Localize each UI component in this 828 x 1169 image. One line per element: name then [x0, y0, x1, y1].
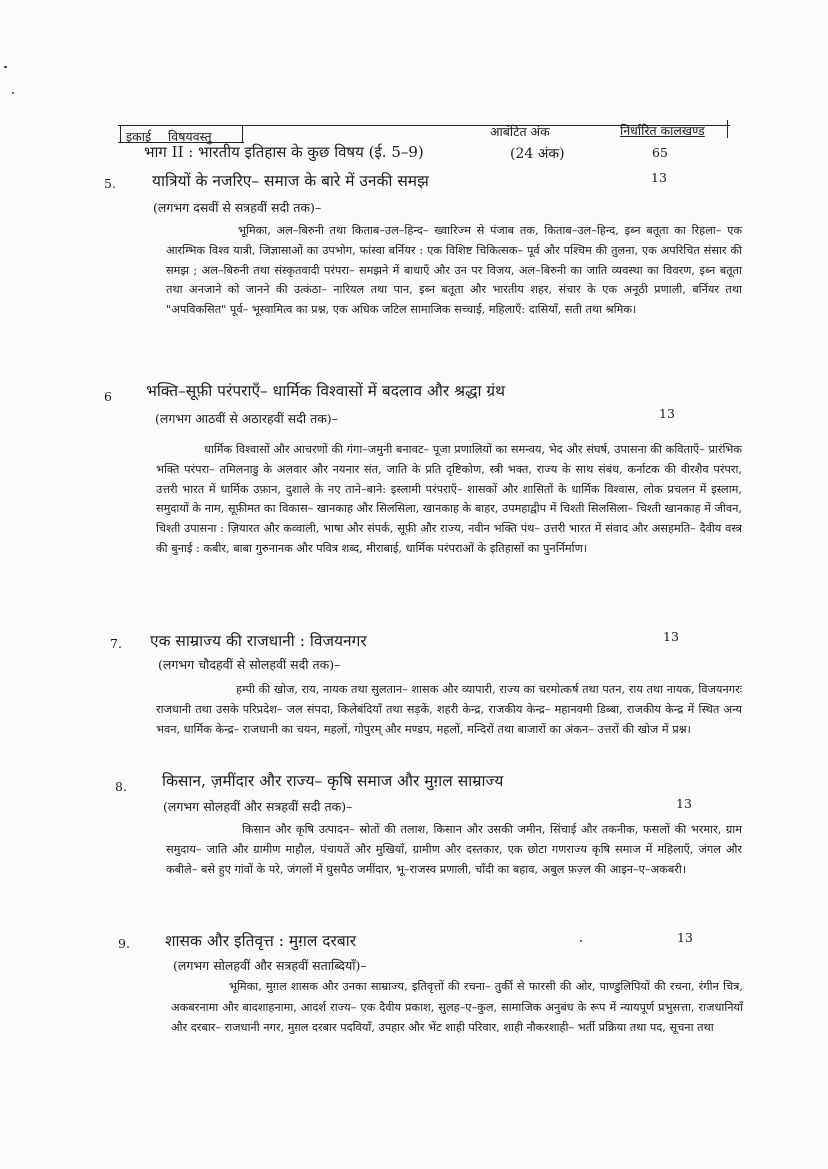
section-marks: 13	[651, 170, 667, 185]
part-marks: (24 अंक)	[510, 146, 565, 162]
section-heading: यात्रियों के नजरिए– समाज के बारे में उनकी समझ	[152, 172, 429, 190]
section-number: 6	[104, 389, 112, 404]
header-right-bar	[727, 120, 728, 138]
section-subheading: (लगभग दसवीं से सत्रहवीं सदी तक)–	[153, 200, 322, 215]
header-col-marks: आबंटित अंक	[490, 124, 550, 139]
section-number: 9.	[118, 936, 130, 951]
section-number: 7.	[110, 636, 122, 651]
scan-speck	[12, 92, 14, 94]
section-heading: भक्ति–सूफ़ी परंपराएँ– धार्मिक विश्वासों में बदलाव और श्रद्धा ग्रंथ	[146, 382, 506, 400]
section-subheading: (लगभग आठवीं से अठारहवीं सदी तक)–	[155, 411, 338, 426]
scan-speck	[4, 66, 7, 68]
section-marks: 13	[663, 629, 679, 644]
header-left-bar	[120, 126, 121, 142]
header-col-content: विषयवस्तु	[168, 129, 212, 144]
scan-speck	[580, 940, 582, 942]
section-heading: शासक और इतिवृत्त : मुग़ल दरबार	[165, 932, 357, 950]
section-heading: किसान, ज़मींदार और राज्य– कृषि समाज और मुग़ल साम्राज्य	[162, 772, 504, 790]
section-subheading: (लगभग सोलहवीं और सत्रहवीं सदी तक)–	[163, 799, 353, 814]
section-number: 5.	[104, 176, 116, 191]
section-heading: एक साम्राज्य की राजधानी : विजयनगर	[150, 632, 367, 650]
part-title: भाग II : भारतीय इतिहास के कुछ विषय (ई. 5–9)	[144, 143, 424, 161]
section-marks: 13	[676, 796, 692, 811]
section-body: किसान और कृषि उत्पादन– स्रोतों की तलाश, किसान और उसकी जमीन, सिंचाई और तकनीक, फसलों की भरमार, ग्राम समुदाय– जाति और ग्रामीण माहौल, पंचायतें और मुखियाँ, ग्रामीण और दस्तकार, एक छोटा गणराज्य कृषि समाज में महिलाएँ, जंगल और कबीले– बसे हुए गांवों के परे, जंगलों में घुसपैठ जमींदार, भू–राजस्व प्रणाली, चाँदी का बहाव, अबुल फ़ज़्ल की आइन–ए–अकबरी।	[166, 823, 742, 876]
section-subheading: (लगभग चौदहवीं से सोलहवीं सदी तक)–	[158, 657, 341, 672]
section-marks: 13	[659, 406, 675, 421]
section-marks: 13	[677, 930, 693, 945]
header-col-period: निर्धारित कालखण्ड	[620, 123, 705, 138]
section-body: भूमिका, मुग़ल शासक और उनका साम्राज्य, इतिवृत्तों की रचना– तुर्की से फारसी की ओर, पाण्डुलिपियों की रचना, रंगीन चित्र, अकबरनामा और बादशाहनामा, आदर्श राज्य– एक दैवीय प्रकाश, सुलह–ए–कुल, सामाजिक अनुबंध के रूप में न्यायपूर्ण प्रभुसत्ता, राजधानियाँ और दरबार– राजधानी नगर, मुग़ल दरबार पदवियाँ, उपहार और भेंट शाही परिवार, शाही नौकरशाही– भर्ती प्रक्रिया तथा पद, सूचना तथा	[171, 980, 743, 1035]
header-divider	[242, 126, 243, 142]
section-subheading: (लगभग सोलहवीं और सत्रहवीं सताब्दियाँ)–	[173, 958, 367, 973]
section-body: हम्पी की खोज, राय, नायक तथा सुलतान– शासक और व्यापारी, राज्य का चरमोत्कर्ष तथा पतन, राय तथा नायक, विजयनगरः राजधानी तथा उसके परिप्रदेश– जल संपदा, किलेबंदियाँ तथा सड़कें, शहरी केन्द्र, राजकीय केन्द्र– महानवमी डिब्बा, राजकीय केन्द्र में स्थित अन्य भवन, धार्मिक केन्द्र– राजधानी का चयन, महलों, गोपुरम् और मण्डप, महलों, मन्दिरों तथा बाजारों का अंकन– उत्तरों की खोज में प्रश्न।	[156, 683, 742, 736]
part-period: 65	[652, 145, 668, 160]
header-col-unit: इकाई	[126, 129, 152, 144]
section-body: भूमिका, अल–बिरुनी तथा किताब–उल–हिन्द– ख्वारिज्म से पंजाब तक, किताब–उल–हिन्द, इब्न बतूता का रिहला– एक आरम्भिक विश्व यात्री, जिज्ञासाओं का उपभोग, फांस्वा बर्नियर : एक विशिष्ट चिकित्सक– पूर्व और पश्चिम की तुलना, एक अपरिचित संसार की समझ ; अल–बिरुनी तथा संस्कृतवादी परंपरा– समझने में बाधाएँ और उन पर विजय, अल–बिरुनी का जाति व्यवस्था का विवरण, इब्न बतूता तथा अनजाने को जानने की उत्कंठा– नारियल तथा पान, इब्न बतूता और भारतीय शहर, संचार के एक अनूठी प्रणाली, बर्नियर तथा "अपविकसित" पूर्व– भूस्वामित्व का प्रश्न, एक अधिक जटिल सामाजिक सच्चाई, महिलाएँ: दासियाँ, सती तथा श्रमिक।	[166, 224, 742, 317]
section-number: 8.	[115, 779, 127, 794]
section-body: धार्मिक विश्वासों और आचरणों की गंगा–जमुनी बनावट– पूजा प्रणालियों का समन्वय, भेद और संघर्ष, उपासना की कविताएँ– प्रारंभिक भक्ति परंपरा– तमिलनाडु के अलवार और नयनार संत, जाति के प्रति दृष्टिकोण, स्त्री भक्त, राज्य के साथ संबंध, कर्नाटक की वीरशैव परंपरा, उत्तरी भारत में धार्मिक उफ़ान, दुशाले के नए ताने–बाने: इस्लामी परंपराएँ– शासकों और शासितों के धार्मिक विश्वास, लोक प्रचलन में इस्लाम, समुदायों के नाम, सूफ़ीमत का विकास– खानकाह और सिलसिला, खानकाह के बाहर, उपमहाद्वीप में चिश्ती सिलसिला– चिश्ती खानकाह में जीवन, चिश्ती उपासना : ज़ियारत और कव्वाली, भाषा और संपर्क, सूफ़ी और राज्य, नवीन भक्ति पंथ– उत्तरी भारत में संवाद और असहमति– दैवीय वस्त्र की बुनाई : कबीर, बाबा गुरुनानक और पवित्र शब्द, मीराबाई, धार्मिक परंपराओं के इतिहासों का पुनर्निर्माण।	[156, 443, 742, 555]
